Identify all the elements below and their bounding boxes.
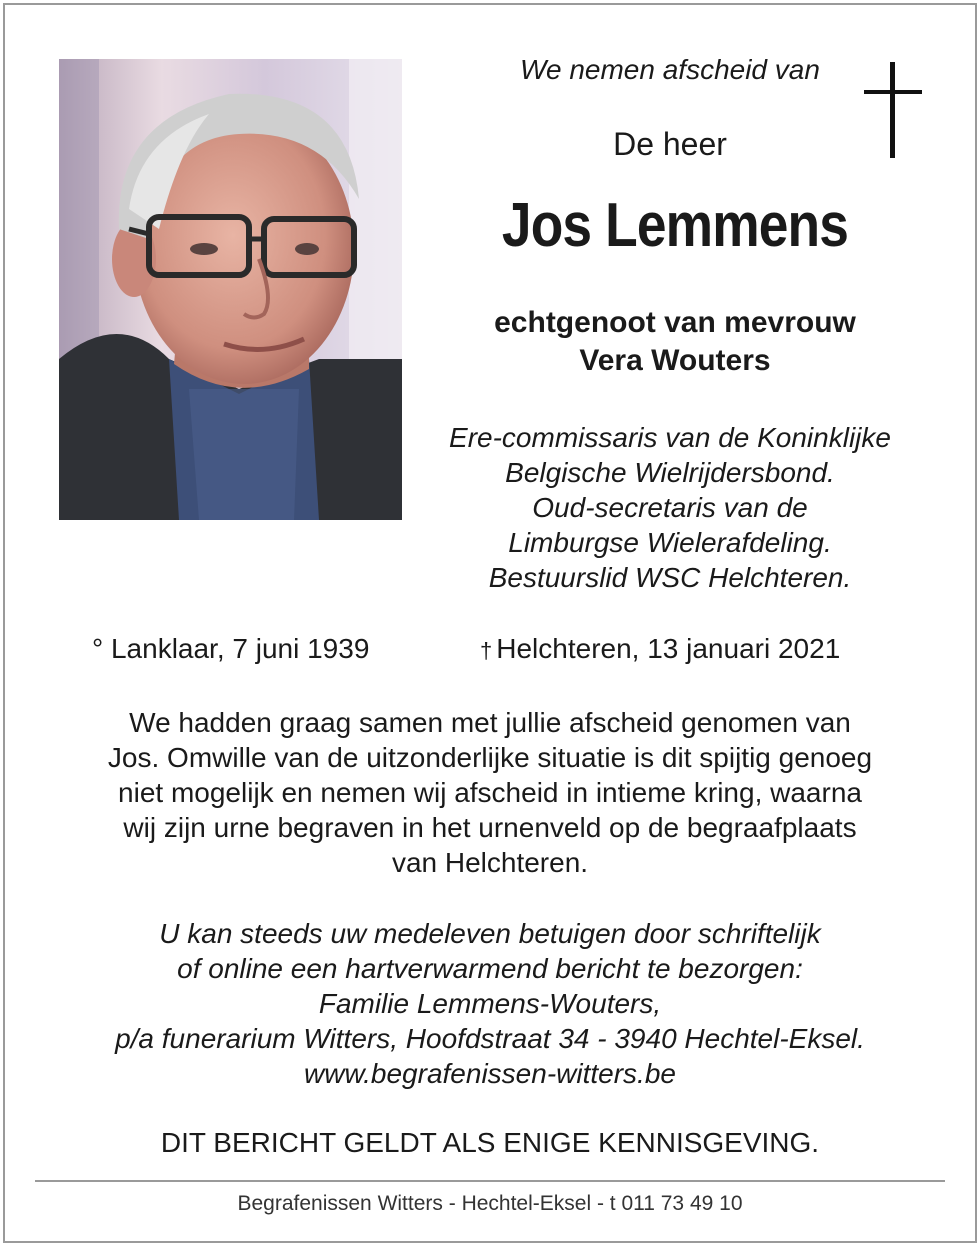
death-text: Helchteren, 13 januari 2021 xyxy=(496,633,841,664)
farewell-message xyxy=(40,705,940,880)
title-line: Ere-commissaris van de Koninklijke xyxy=(449,422,891,453)
message-line: Jos. Omwille van de uitzonderlijke situatie is dit spijtig genoeg xyxy=(107,742,873,773)
footer-divider xyxy=(35,1180,945,1182)
honorary-titles xyxy=(420,420,920,595)
birth-info: ° Lanklaar, 7 juni 1939 xyxy=(92,633,370,664)
spouse-block xyxy=(430,304,920,380)
intro-text: We nemen afscheid van xyxy=(520,54,820,85)
message-line: van Helchteren. xyxy=(391,847,589,878)
message-line: niet mogelijk en nemen wij afscheid in intieme kring, waarna xyxy=(118,777,862,808)
title-line: Bestuurslid WSC Helchteren. xyxy=(488,562,852,593)
notice-text: DIT BERICHT GELDT ALS ENIGE KENNISGEVING. xyxy=(160,1127,820,1158)
salutation: De heer xyxy=(613,126,727,162)
spouse-name: Vera Wouters xyxy=(579,344,771,377)
title-line: Limburgse Wielerafdeling. xyxy=(508,527,832,558)
portrait-illustration xyxy=(59,59,402,520)
dagger-icon: † xyxy=(480,638,493,663)
spouse-line: echtgenoot van mevrouw xyxy=(494,306,856,339)
condolence-line: U kan steeds uw medeleven betuigen door schriftelijk xyxy=(159,918,821,949)
cross-icon xyxy=(864,62,922,158)
condolence-info xyxy=(40,916,940,1091)
footer-text: Begrafenissen Witters - Hechtel-Eksel - t 011 73 49 10 xyxy=(237,1192,743,1215)
message-line: We hadden graag samen met jullie afscheid genomen van xyxy=(129,707,851,738)
title-line: Oud-secretaris van de xyxy=(532,492,808,523)
death-info xyxy=(480,633,840,665)
address-line: p/a funerarium Witters, Hoofdstraat 34 - 3940 Hechtel-Eksel. xyxy=(115,1023,865,1054)
deceased-name: Jos Lemmens xyxy=(501,191,849,260)
title-line: Belgische Wielrijdersbond. xyxy=(505,457,835,488)
condolence-line: of online een hartverwarmend bericht te bezorgen: xyxy=(177,953,803,984)
message-line: wij zijn urne begraven in het urnenveld op de begraafplaats xyxy=(123,812,857,843)
family-name: Familie Lemmens-Wouters, xyxy=(318,988,662,1019)
portrait-photo xyxy=(59,59,402,520)
website-link[interactable]: www.begrafenissen-witters.be xyxy=(304,1058,676,1089)
